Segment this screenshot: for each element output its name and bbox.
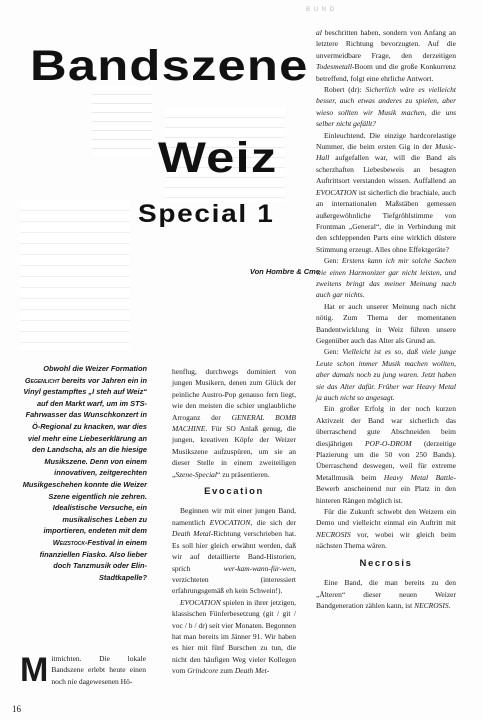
text-run: Gen: [324,347,343,357]
text-run: Sicherlich wäre es vielleicht besser, auch etwas anderes zu spielen, aber wieso sollten wir Musik machen, die uns selber nicht gefällt? [316,85,456,129]
text-run: ist sicherlich die brachiale, auch an internationalen Maßstäben gemessen außergewöhnliche Tiefgröhlstimme von Frontman „General“, die in Verbindung mit den schleppenden Parts eine wirklich düstere Stimmung erzeugt. Alles ohne Effektgeräte? [316,187,456,254]
text-run: spielen in ihrer jetzigen, klassischen Fünferbesetzung (git / git / voc / b / dr) seit vier Monaten. Begonnen hat man bereits im Jänner 91. Wir haben es hier mit fünf Burschen zu tun, die nicht den häufigen Weg vieler Kollegen vom [172,597,296,676]
intro-text: bereits vor Jahren ein in Vinyl gestampftes „I steh auf Weiz“ auf den Markt warf, um im STS-Fahrwasser das Wunschkonzert in Ö-Regional zu knacken, war dies viel mehr eine Liebeserklärung an den Landscha, als an die hiesige Musikszene. Denn von einem innovativen, zeitgerechten Musikgeschehen konnte die Weizer Szene eigentlich nie zehren. Idealistische Versuche, ein musikalisches Leben zu importieren, endeten mit dem [22,375,147,536]
text-run: beschritten haben, sondern von Anfang an letztere Richtung bevorzugten. Auf die unvermeidbare Frage, den derzeitigen [316,28,456,60]
column-1-text: itmichten. Die lokale Bandszene erlebt heute einen noch nie dagewesenen Hö- [51,654,146,686]
text-run: henflug, durchwegs dominiert von jungen Musikern, denen zum Glück der peinliche Austro-Pop genauso fern liegt, wie den meisten die schier unglaubliche Arroganz der [172,367,296,422]
subhead-evocation: Evocation [204,486,264,498]
intro-band-name: Gegenlicht [24,375,60,385]
paragraph [172,505,296,596]
text-run: wer-kam-wann-für-wen [223,563,295,573]
text-run: GENERAL BOMB MACHINE [172,412,296,434]
intro-text: -Festival in einem finanziellen Fiasko. Also lieber doch Tanzmusik oder Elin-Stadtkapelle? [39,537,147,582]
text-run: (derzeitige Plazierung um die 50 von 250 Bands). Überraschend deswegen, weil für extreme Metallmusik beim [316,438,456,482]
text-run: . [448,600,451,610]
text-run: EVOCATION [316,187,357,197]
text-run: EVOCATION [209,517,251,527]
paragraph: Hat er auch unserer Meinung nach nicht nötig. Zum Thema der momentanen Bandentwicklung in Weiz führen unsere Gegenüber auch das Alter als Grund an. [316,301,456,345]
byline: Von Hombre & Cme [249,267,320,276]
text-run: Erstens kann ich mir solche Sachen wie einen Harmonizer gar nicht leisten, und zweitens bringt das meiner Meinung nach auch gar nichts. [316,256,456,300]
paragraph [172,366,296,480]
text-run: Robert (dr): [324,85,366,95]
column-3 [316,27,456,611]
text-run: Für die Zukunft schwebt den Weizern ein Demo und vielleicht einmal ein Auftritt mit [316,507,456,528]
text-run: -Boom und die große Konkurrenz betreffend, folgt eine ehrliche Antwort. [316,62,456,83]
text-run: Gen: [324,256,342,266]
drop-cap: M [20,651,49,689]
title-line-2: Weiz [158,134,278,182]
text-run: NECROSIS [316,529,351,539]
text-run: NECROSIS [414,600,449,610]
text-run: Death Metal [172,529,211,539]
text-run: Grindcore [187,666,219,676]
paragraph [316,346,456,403]
paragraph [172,597,296,677]
paragraph [316,255,456,301]
text-run: Ein großer Erfolg in der noch kurzen Aktivzeit der Band war sicherlich das überraschend gute Abschneiden beim diesjährigen [316,404,456,448]
paragraph [316,84,456,130]
text-run: Beginnen wir mit einer jungen Band, namentlich [172,506,296,527]
header-mark: B U N D [306,7,336,13]
bleed-through-decoration [20,200,130,350]
title-line-3: Special 1 [138,200,275,228]
intro-festival-name: Weizstock [52,537,85,547]
text-run: zum [218,666,235,676]
text-run: Todesmetall [316,62,352,72]
column-2 [172,366,296,677]
text-run: -Bewerb anscheinend nur ein Platz in den hinteren Rängen möglich ist. [316,472,456,505]
text-run: EVOCATION [180,597,221,607]
text-run: Szene-Special [175,469,217,479]
intro-text: Obwohl die Weizer Formation [43,364,147,373]
text-run: vor, wobei wir gleich beim nächsten Thema wären. [316,529,456,551]
text-run: Vielleicht ist es so, daß viele junge Leute schon immer Musik machen wollten, aber damals noch zu jung waren. Jetzt haben sie das Alter dafür. Früher war Heavy Metal ja auch nicht so angesagt. [316,347,456,402]
text-run: . Für SO Anlaß genug, die jungen, kreativen Köpfe der Weizer Musikszene aufzuspüren, um sie an dieser Stelle in einem zweiteiligen „ [172,424,296,479]
text-run: Einleuchtend. Die einzige hardcorelastige Nummer, die beim ersten Gig in der [316,130,456,152]
page-number: 16 [12,704,21,714]
paragraph [316,130,456,255]
text-run: -Richtung verschrieben hat. Es soll hier gleich erwähnt werden, daß wir auf detaillierte Band-Historien, sprich [172,529,296,573]
text-run: Heavy Metal Battle [383,472,454,482]
paragraph [316,403,456,506]
text-run: , verzichteten (interessiert erfahrungsgemäß eh kein Schwein!). [172,563,296,596]
paragraph [316,577,456,611]
text-run: Music-Hall [316,142,456,163]
text-run: al [316,28,322,37]
paragraph [316,27,456,84]
column-1 [20,653,146,687]
bleed-through-decoration [92,86,152,156]
text-run: “ zu präsentieren. [217,469,270,479]
intro-paragraph [22,363,147,583]
text-run: aufgefallen war, will die Band als scherzhaften Liebesbeweis an besagten Auftrittsort verstanden wissen. Auffallend an [316,153,456,186]
paragraph [316,506,456,552]
title-line-1: Bandszene [30,42,309,90]
text-run: , die sich der [250,517,296,527]
text-run: POP-O-DROM [364,438,412,448]
subhead-necrosis: Necrosis [359,557,413,569]
text-run: Eine Band, die man bereits zu den „Älteren“ dieser neuen Weizer Bandgeneration zählen kann, ist [316,578,456,610]
text-run: Death Met- [234,666,270,676]
